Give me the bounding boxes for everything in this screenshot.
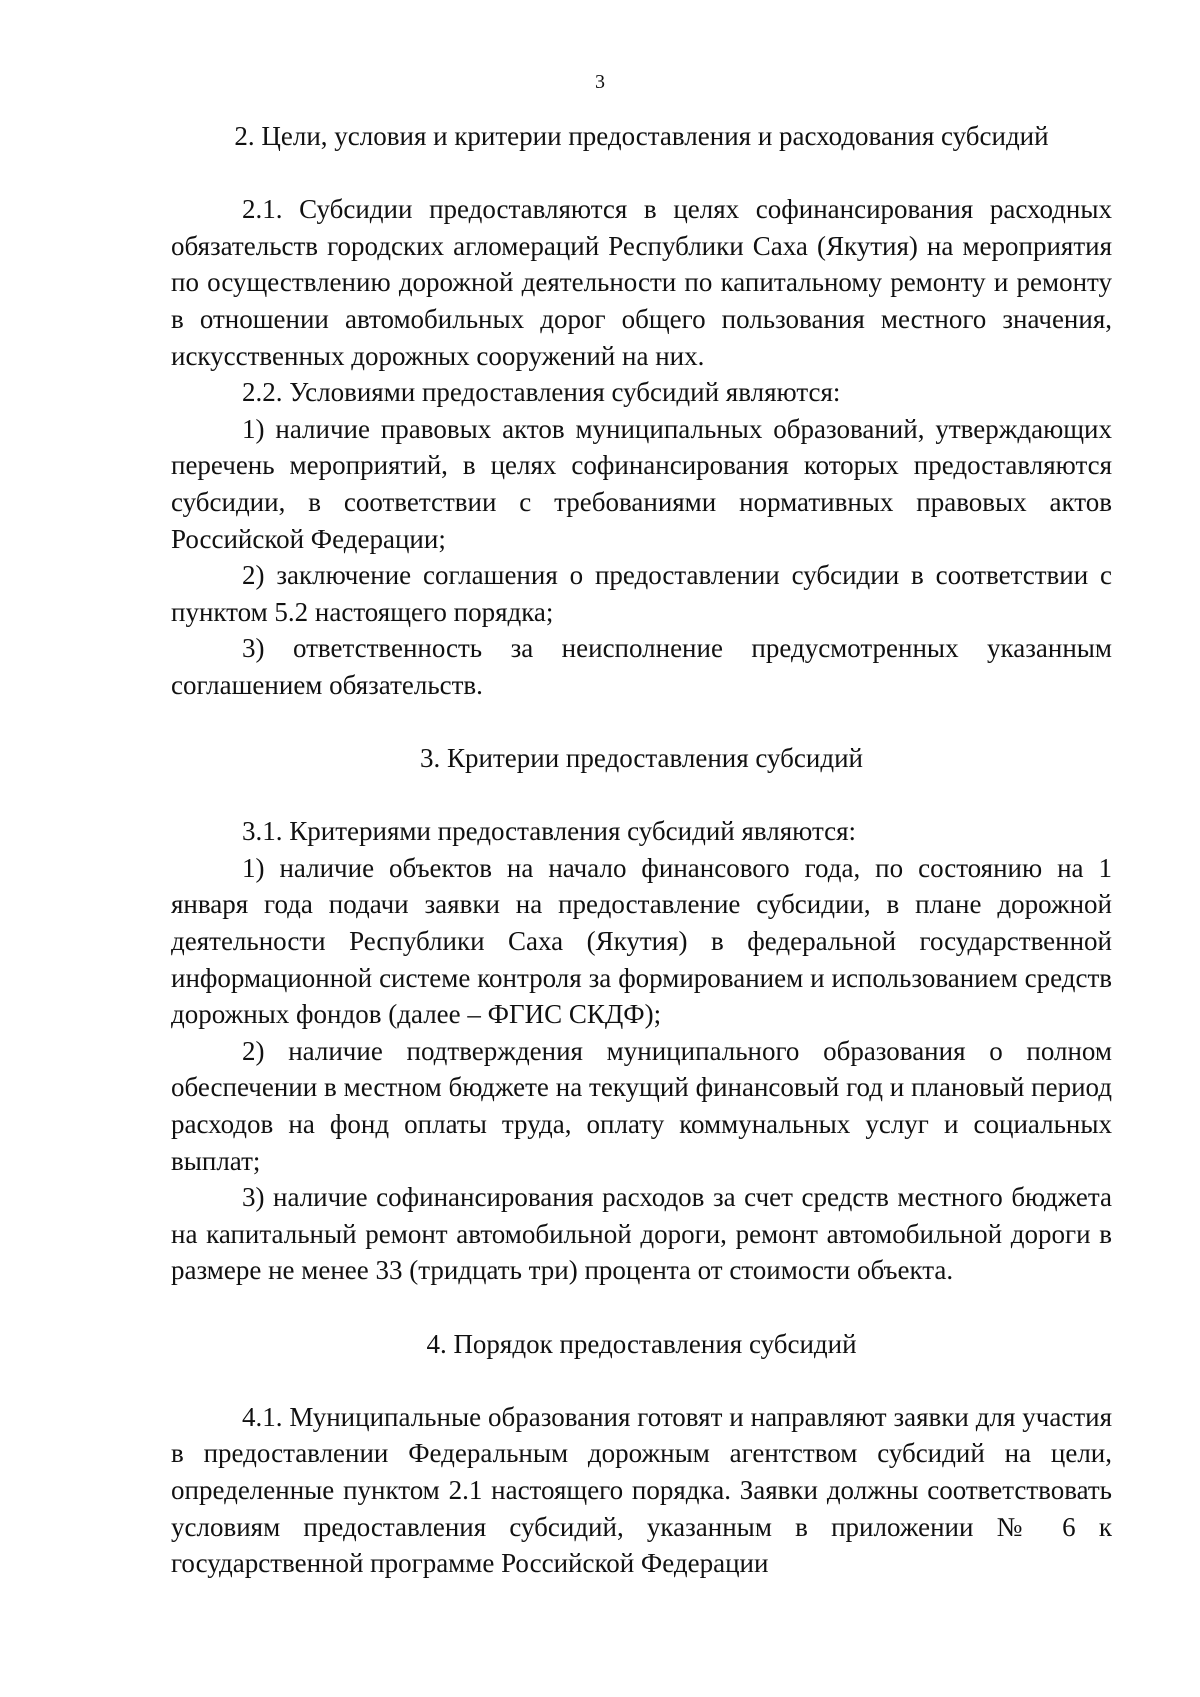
- paragraph-2-1: 2.1. Субсидии предоставляются в целях софинансирования расходных обязательств городских агломераций Республики Саха (Якутия) на мероприятия по осуществлению дорожной деятельности по капитальному ремонту и ремонту в отношении автомобильных дорог общего пользования местного значения, искусственных дорожных сооружений на них.: [171, 194, 1112, 371]
- spacer: [171, 777, 1112, 814]
- paragraph-3-1-item-1: 1) наличие объектов на начало финансового года, по состоянию на 1 января года подачи заявки на предоставление субсидии, в плане дорожной деятельности Республики Саха (Якутия) в федеральной государственной информационной системе контроля за формированием и использованием средств дорожных фондов (далее – ФГИС СКДФ);: [171, 852, 1112, 1030]
- spacer: [171, 1289, 1112, 1326]
- paragraph-4-1: 4.1. Муниципальные образования готовят и направляют заявки для участия в предоставлении Федеральным дорожным агентством субсидий на цели, определенные пунктом 2.1 настоящего порядка. Заявки должны соответствовать условиям предоставления субсидий, указанным в приложении № 6 к государственной программе Российской Федерации: [171, 1401, 1112, 1579]
- spacer: [171, 155, 1112, 192]
- paragraph-2-2-item-3: 3) ответственность за неисполнение предусмотренных указанным соглашением обязательств.: [171, 633, 1112, 700]
- page-number: 3: [595, 71, 605, 93]
- spacer: [171, 1362, 1112, 1399]
- paragraph-2-2: 2.2. Условиями предоставления субсидий являются:: [242, 377, 841, 408]
- spacer: [171, 704, 1112, 741]
- section-3-heading: 3. Критерии предоставления субсидий: [420, 743, 863, 774]
- document-body: [171, 118, 1112, 1582]
- section-4-heading: 4. Порядок предоставления субсидий: [426, 1328, 857, 1359]
- section-2-heading: 2. Цели, условия и критерии предоставления и расходования субсидий: [234, 121, 1049, 151]
- paragraph-2-2-item-1: 1) наличие правовых актов муниципальных образований, утверждающих перечень мероприятий, в целях софинансирования которых предоставляются субсидии, в соответствии с требованиями нормативных правовых актов Российской Федерации;: [171, 413, 1112, 554]
- paragraph-3-1-item-2: 2) наличие подтверждения муниципального образования о полном обеспечении в местном бюджете на текущий финансовый год и плановый период расходов на фонд оплаты труда, оплату коммунальных услуг и социальных выплат;: [171, 1035, 1112, 1176]
- paragraph-2-2-item-2: 2) заключение соглашения о предоставлении субсидии в соответствии с пунктом 5.2 настоящего порядка;: [171, 560, 1112, 627]
- paragraph-3-1-item-3: 3) наличие софинансирования расходов за счет средств местного бюджета на капитальный ремонт автомобильной дороги, ремонт автомобильной дороги в размере не менее 33 (тридцать три) процента от стоимости объекта.: [171, 1182, 1112, 1286]
- paragraph-3-1: 3.1. Критериями предоставления субсидий являются:: [242, 816, 857, 847]
